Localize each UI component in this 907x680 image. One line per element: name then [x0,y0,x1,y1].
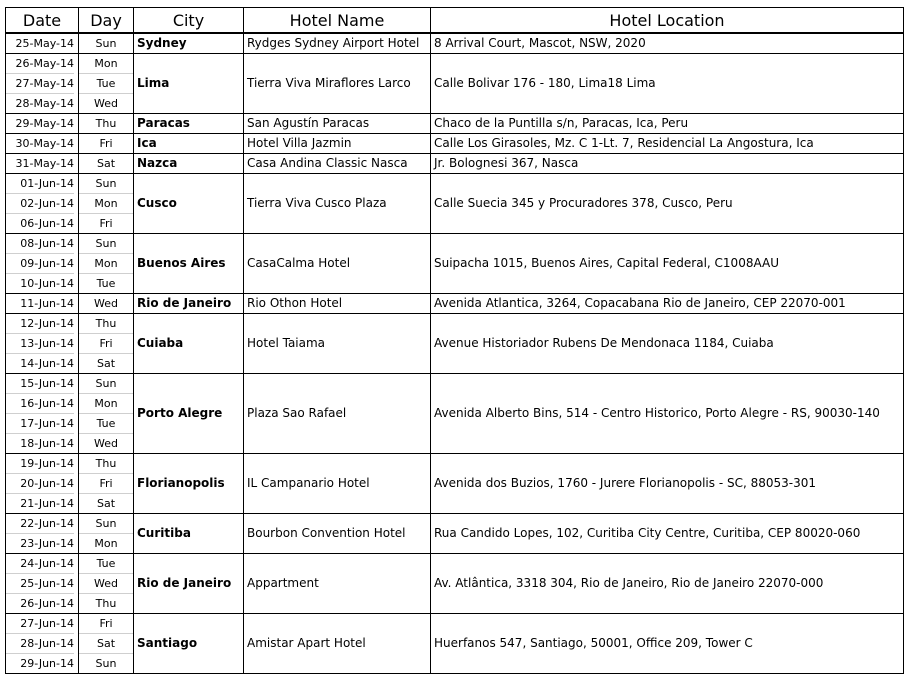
city-cell[interactable]: Rio de Janeiro [134,554,244,614]
hotel-location-cell[interactable]: Suipacha 1015, Buenos Aires, Capital Federal, C1008AAU [431,234,904,294]
date-value: 30-May-14 [15,137,74,150]
date-value: 28-May-14 [6,93,74,113]
day-value: Sun [79,653,133,673]
hotel-location-cell[interactable]: Calle Los Girasoles, Mz. C 1-Lt. 7, Residencial La Angostura, Ica [431,134,904,154]
table-row [6,114,904,134]
day-value: Sat [96,157,116,170]
date-value: 10-Jun-14 [6,273,74,293]
city-cell[interactable]: Paracas [134,114,244,134]
day-value: Thu [95,457,117,470]
table-row [6,134,904,154]
table-body [6,33,904,674]
date-cell[interactable] [6,294,79,314]
date-cell[interactable] [6,554,79,614]
date-value: 11-Jun-14 [20,297,74,310]
hotel-location-cell[interactable]: Chaco de la Puntilla s/n, Paracas, Ica, Peru [431,114,904,134]
day-value: Fri [79,213,133,233]
table-row [6,454,904,514]
city-cell[interactable]: Cuiaba [134,314,244,374]
city-cell[interactable]: Sydney [134,33,244,54]
day-value: Mon [79,193,133,213]
date-cell[interactable] [6,174,79,234]
day-cell[interactable] [79,114,134,134]
city-cell[interactable]: Santiago [134,614,244,674]
date-value: 06-Jun-14 [6,213,74,233]
hotel-name-cell[interactable]: Appartment [244,554,431,614]
date-cell[interactable] [6,114,79,134]
date-value: 23-Jun-14 [6,533,74,553]
city-cell[interactable]: Porto Alegre [134,374,244,454]
table-row [6,33,904,54]
hotel-name-cell[interactable]: San Agustín Paracas [244,114,431,134]
hotel-name-cell[interactable]: IL Campanario Hotel [244,454,431,514]
date-cell[interactable] [6,154,79,174]
day-value: Tue [79,273,133,293]
date-value: 01-Jun-14 [20,177,74,190]
date-value: 22-Jun-14 [20,517,74,530]
date-value: 27-May-14 [6,73,74,93]
date-cell[interactable] [6,374,79,454]
table-row [6,294,904,314]
table-row [6,554,904,614]
header-date[interactable]: Date [6,8,79,34]
date-value: 29-Jun-14 [6,653,74,673]
hotel-name-cell[interactable]: CasaCalma Hotel [244,234,431,294]
city-cell[interactable]: Curitiba [134,514,244,554]
day-value: Sun [95,237,117,250]
day-value: Thu [95,117,117,130]
hotel-location-cell[interactable]: Huerfanos 547, Santiago, 50001, Office 209, Tower C [431,614,904,674]
day-cell[interactable] [79,33,134,54]
day-cell[interactable] [79,614,134,674]
day-cell[interactable] [79,154,134,174]
header-row [6,8,904,34]
hotel-name-cell[interactable]: Rydges Sydney Airport Hotel [244,33,431,54]
date-value: 20-Jun-14 [6,473,74,493]
table-row [6,374,904,454]
header-hotel-location[interactable]: Hotel Location [431,8,904,34]
day-cell[interactable] [79,374,134,454]
day-cell[interactable] [79,294,134,314]
hotel-location-cell[interactable]: Calle Suecia 345 y Procuradores 378, Cusco, Peru [431,174,904,234]
day-value: Tue [79,413,133,433]
hotel-name-cell[interactable]: Tierra Viva Miraflores Larco [244,54,431,114]
date-value: 13-Jun-14 [6,333,74,353]
date-value: 17-Jun-14 [6,413,74,433]
day-cell[interactable] [79,554,134,614]
date-cell[interactable] [6,54,79,114]
table-row [6,54,904,114]
date-value: 26-May-14 [15,57,74,70]
day-value: Sun [95,517,117,530]
day-value: Fri [99,137,113,150]
day-value: Sat [79,633,133,653]
date-value: 21-Jun-14 [6,493,74,513]
date-value: 29-May-14 [15,117,74,130]
table-row [6,154,904,174]
day-value: Sat [79,353,133,373]
header-hotel-name[interactable]: Hotel Name [244,8,431,34]
day-cell[interactable] [79,174,134,234]
table-row [6,614,904,674]
hotel-location-cell[interactable]: Avenida dos Buzios, 1760 - Jurere Florianopolis - SC, 88053-301 [431,454,904,514]
day-cell[interactable] [79,514,134,554]
hotel-location-cell[interactable]: Avenida Alberto Bins, 514 - Centro Historico, Porto Alegre - RS, 90030-140 [431,374,904,454]
date-cell[interactable] [6,514,79,554]
hotel-name-cell[interactable]: Tierra Viva Cusco Plaza [244,174,431,234]
day-value: Wed [79,573,133,593]
day-cell[interactable] [79,54,134,114]
city-cell[interactable]: Rio de Janeiro [134,294,244,314]
header-day[interactable]: Day [79,8,134,34]
city-cell[interactable]: Ica [134,134,244,154]
date-cell[interactable] [6,234,79,294]
date-value: 12-Jun-14 [20,317,74,330]
day-value: Thu [79,593,133,613]
day-cell[interactable] [79,454,134,514]
day-value: Tue [96,557,116,570]
city-cell[interactable]: Buenos Aires [134,234,244,294]
date-value: 08-Jun-14 [20,237,74,250]
date-value: 31-May-14 [15,157,74,170]
hotel-location-cell[interactable]: Calle Bolivar 176 - 180, Lima18 Lima [431,54,904,114]
hotel-location-cell[interactable]: Avenida Atlantica, 3264, Copacabana Rio de Janeiro, CEP 22070-001 [431,294,904,314]
city-cell[interactable]: Lima [134,54,244,114]
itinerary-table [5,7,904,674]
hotel-name-cell[interactable]: Casa Andina Classic Nasca [244,154,431,174]
date-value: 15-Jun-14 [20,377,74,390]
hotel-name-cell[interactable]: Hotel Villa Jazmin [244,134,431,154]
city-cell[interactable]: Florianopolis [134,454,244,514]
date-value: 18-Jun-14 [6,433,74,453]
city-cell[interactable]: Cusco [134,174,244,234]
hotel-location-cell[interactable]: Jr. Bolognesi 367, Nasca [431,154,904,174]
day-value: Fri [79,473,133,493]
date-value: 14-Jun-14 [6,353,74,373]
hotel-location-cell[interactable]: Av. Atlântica, 3318 304, Rio de Janeiro, Rio de Janeiro 22070-000 [431,554,904,614]
day-cell[interactable] [79,134,134,154]
date-cell[interactable] [6,33,79,54]
day-value: Wed [79,93,133,113]
date-value: 27-Jun-14 [20,617,74,630]
header-city[interactable]: City [134,8,244,34]
hotel-name-cell[interactable]: Plaza Sao Rafael [244,374,431,454]
day-value: Mon [79,393,133,413]
day-value: Sat [79,493,133,513]
day-value: Thu [95,317,117,330]
hotel-location-cell[interactable]: Rua Candido Lopes, 102, Curitiba City Centre, Curitiba, CEP 80020-060 [431,514,904,554]
day-value: Fri [99,617,113,630]
day-value: Sun [95,377,117,390]
hotel-name-cell[interactable]: Hotel Taiama [244,314,431,374]
day-value: Tue [79,73,133,93]
date-value: 09-Jun-14 [6,253,74,273]
date-cell[interactable] [6,614,79,674]
day-cell[interactable] [79,314,134,374]
hotel-name-cell[interactable]: Amistar Apart Hotel [244,614,431,674]
table-row [6,514,904,554]
table-row [6,234,904,294]
hotel-name-cell[interactable]: Bourbon Convention Hotel [244,514,431,554]
day-value: Mon [94,57,118,70]
city-cell[interactable]: Nazca [134,154,244,174]
date-cell[interactable] [6,314,79,374]
hotel-location-cell[interactable]: 8 Arrival Court, Mascot, NSW, 2020 [431,33,904,54]
date-value: 28-Jun-14 [6,633,74,653]
day-value: Wed [79,433,133,453]
date-cell[interactable] [6,134,79,154]
date-value: 16-Jun-14 [6,393,74,413]
table-row [6,174,904,234]
day-value: Mon [79,253,133,273]
date-value: 24-Jun-14 [20,557,74,570]
day-cell[interactable] [79,234,134,294]
date-value: 02-Jun-14 [6,193,74,213]
day-value: Mon [79,533,133,553]
table-row [6,314,904,374]
date-value: 26-Jun-14 [6,593,74,613]
date-cell[interactable] [6,454,79,514]
date-value: 25-Jun-14 [6,573,74,593]
date-value: 19-Jun-14 [20,457,74,470]
date-value: 25-May-14 [15,37,74,50]
hotel-name-cell[interactable]: Rio Othon Hotel [244,294,431,314]
day-value: Sun [95,177,117,190]
day-value: Wed [94,297,118,310]
hotel-location-cell[interactable]: Avenue Historiador Rubens De Mendonaca 1184, Cuiaba [431,314,904,374]
day-value: Fri [79,333,133,353]
day-value: Sun [95,37,117,50]
